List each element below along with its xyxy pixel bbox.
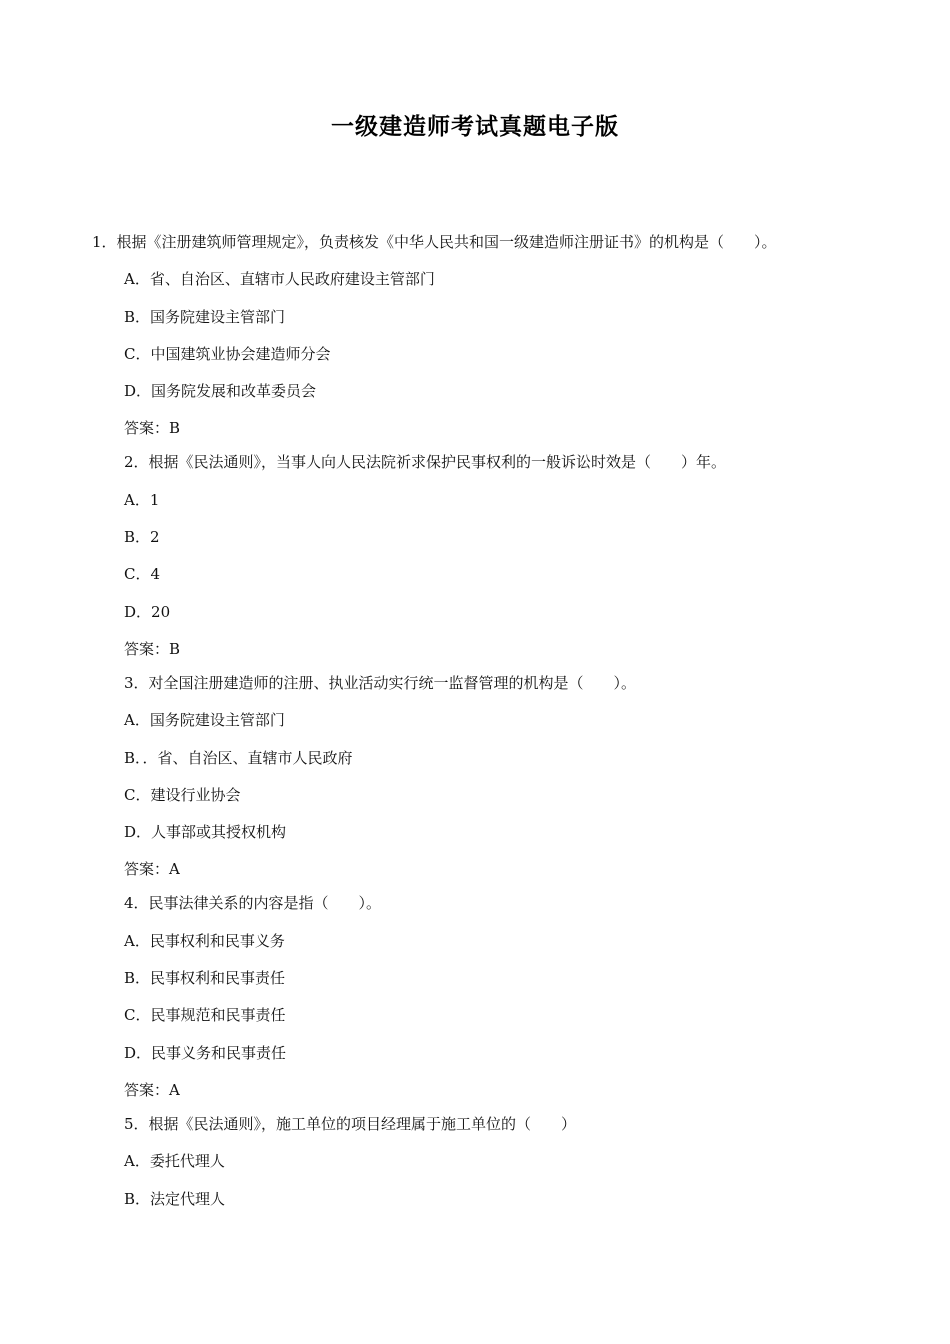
option-b: B．2: [124, 528, 160, 547]
option-d: D．20: [124, 602, 171, 621]
option-b: B．民事权利和民事责任: [124, 969, 286, 988]
option-a: A．省、自治区、直辖市人民政府建设主管部门: [124, 270, 435, 289]
answer: 答案：B: [124, 639, 181, 658]
question-stem: 3．对全国注册建造师的注册、执业活动实行统一监督管理的机构是（ ）。: [124, 673, 637, 692]
option-a: A．委托代理人: [124, 1152, 225, 1171]
document-title: 一级建造师考试真题电子版: [331, 114, 619, 140]
question-3: [0, 669, 950, 889]
question-4: [0, 889, 950, 1109]
option-d: D．民事义务和民事责任: [124, 1043, 287, 1062]
question-stem: 4．民事法律关系的内容是指（ ）。: [124, 894, 382, 913]
option-d: D．国务院发展和改革委员会: [124, 382, 317, 401]
option-a: A．民事权利和民事义务: [124, 931, 285, 950]
option-c: C．建设行业协会: [124, 785, 241, 804]
option-a: A．国务院建设主管部门: [124, 711, 285, 730]
option-c: C．4: [124, 565, 161, 584]
question-5: [0, 1110, 950, 1222]
option-d: D．人事部或其授权机构: [124, 823, 287, 842]
answer: 答案：A: [124, 1080, 180, 1099]
answer: 答案：B: [124, 419, 181, 438]
question-list: [0, 228, 950, 1222]
question-stem: 5．根据《民法通则》，施工单位的项目经理属于施工单位的（ ）: [124, 1114, 577, 1133]
question-stem: 2．根据《民法通则》，当事人向人民法院祈求保护民事权利的一般诉讼时效是（ ）年。: [124, 453, 727, 472]
option-b: B．．省、自治区、直辖市人民政府: [124, 748, 353, 767]
option-b: B．法定代理人: [124, 1189, 226, 1208]
question-stem: 1．根据《注册建筑师管理规定》，负责核发《中华人民共和国一级建造师注册证书》的机构是（ ）。: [92, 233, 777, 251]
question-1: [0, 228, 950, 448]
option-c: C．中国建筑业协会建造师分会: [124, 344, 331, 363]
answer: 答案：A: [124, 860, 180, 879]
option-b: B．国务院建设主管部门: [124, 307, 286, 326]
option-c: C．民事规范和民事责任: [124, 1006, 286, 1025]
option-a: A．1: [124, 490, 160, 509]
question-2: [0, 448, 950, 668]
